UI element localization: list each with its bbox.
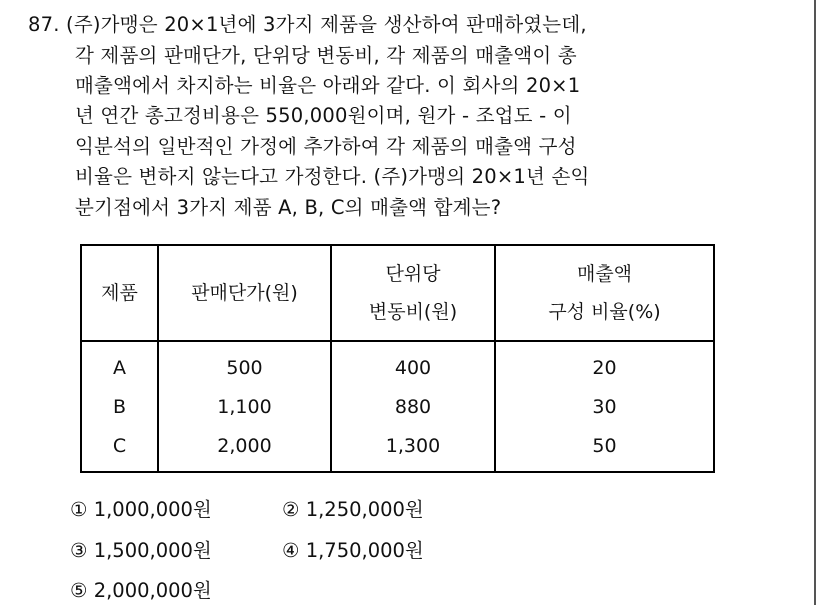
question-line-4: 년 연간 총고정비용은 550,000원이며, 원가 - 조업도 - 이 <box>75 104 572 127</box>
choice-3[interactable]: ③ 1,500,000원 <box>70 539 212 562</box>
table-row: B 1,100 880 30 <box>81 387 714 426</box>
choice-2[interactable]: ② 1,250,000원 <box>282 498 424 521</box>
choice-1[interactable]: ① 1,000,000원 <box>70 498 212 521</box>
question-line-3: 매출액에서 차지하는 비율은 아래와 같다. 이 회사의 20×1 <box>75 74 581 97</box>
header-product: 제품 <box>81 245 158 341</box>
question-line-7: 분기점에서 3가지 제품 A, B, C의 매출액 합계는? <box>75 196 502 219</box>
header-unit-price: 판매단가(원) <box>158 245 331 341</box>
table-row: A 500 400 20 <box>81 341 714 387</box>
page-column-divider <box>814 0 816 605</box>
question-line-1: 87. (주)가맹은 20×1년에 3가지 제품을 생산하여 판매하였는데, <box>28 13 587 36</box>
header-unit-variable-cost: 단위당 변동비(원) <box>331 245 495 341</box>
question-line-5: 익분석의 일반적인 가정에 추가하여 각 제품의 매출액 구성 <box>75 135 577 158</box>
table-header-row <box>81 245 714 341</box>
question-line-6: 비율은 변하지 않는다고 가정한다. (주)가맹의 20×1년 손익 <box>75 165 590 188</box>
choice-4[interactable]: ④ 1,750,000원 <box>282 539 424 562</box>
product-data-table <box>80 244 715 473</box>
header-sales-mix: 매출액 구성 비율(%) <box>495 245 714 341</box>
table-row: C 2,000 1,300 50 <box>81 426 714 472</box>
question-number: 87. <box>28 13 60 36</box>
question-line-2: 각 제품의 판매단가, 단위당 변동비, 각 제품의 매출액이 총 <box>75 44 577 67</box>
choice-5[interactable]: ⑤ 2,000,000원 <box>70 579 212 602</box>
